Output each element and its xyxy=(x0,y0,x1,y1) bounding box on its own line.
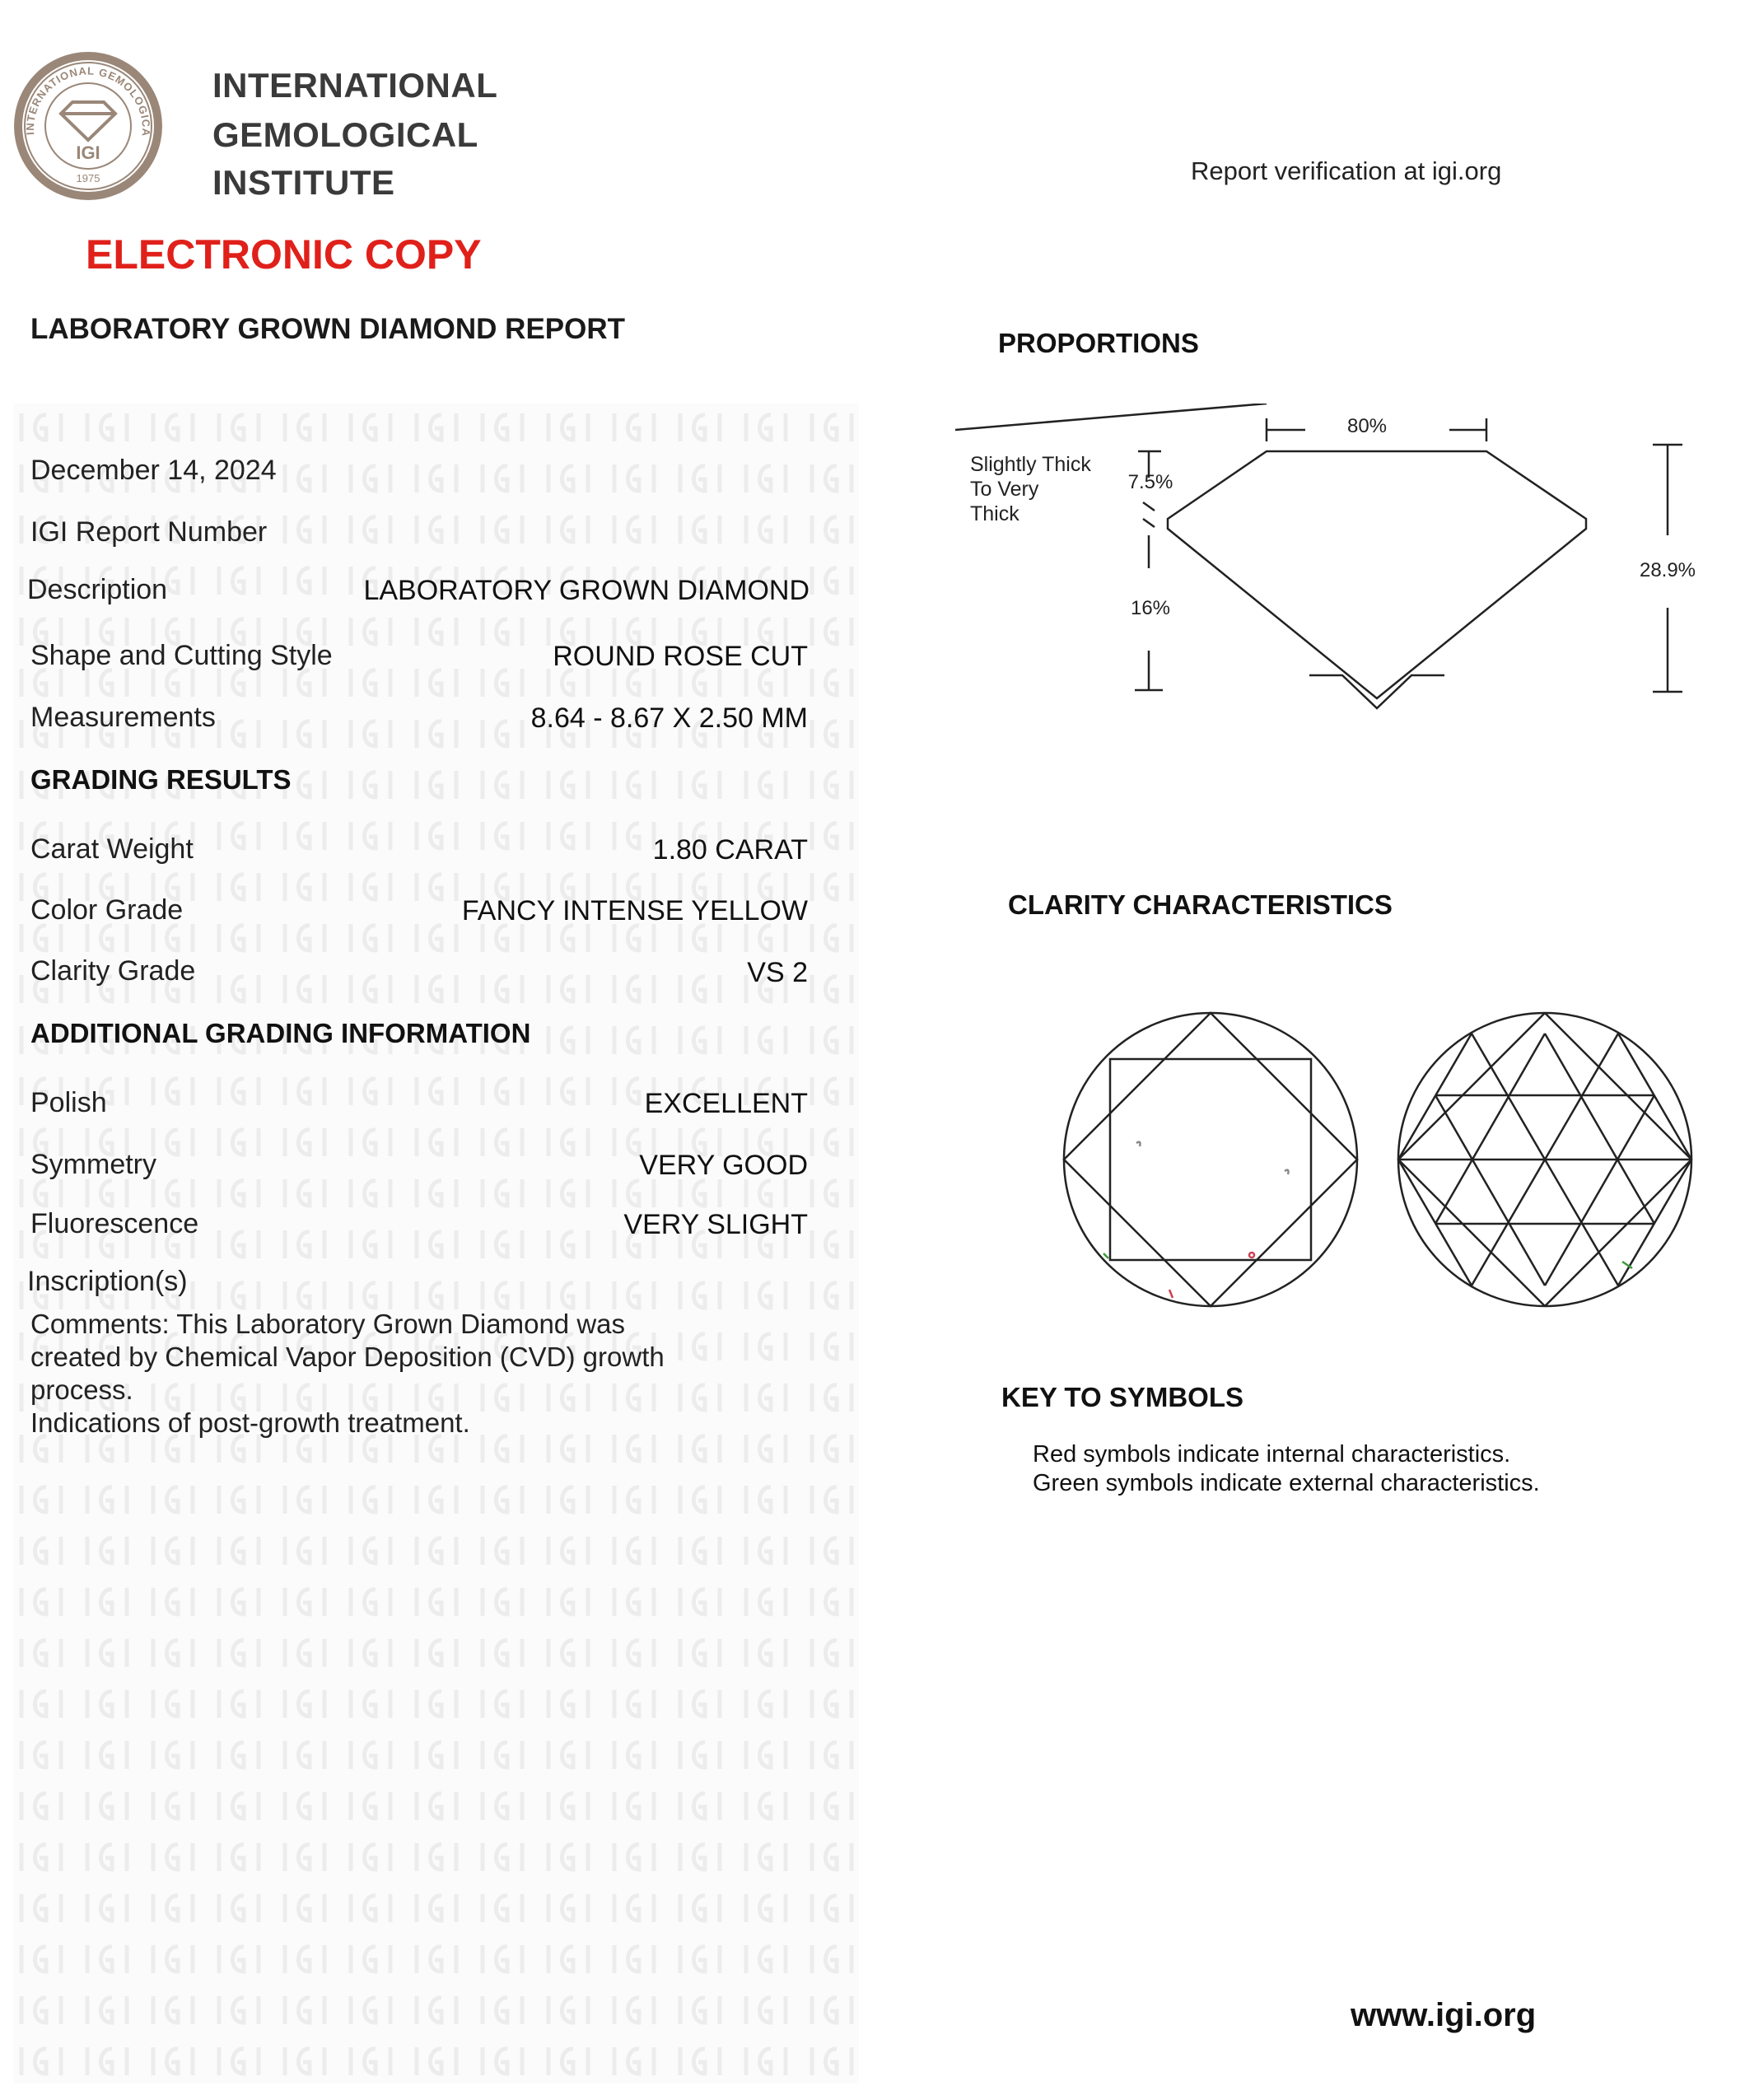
total-depth-percent: 28.9% xyxy=(1639,559,1696,581)
internal-symbol-mark xyxy=(1249,1253,1254,1258)
symmetry-label: Symmetry xyxy=(30,1149,156,1180)
seal-monogram: IGI xyxy=(76,142,100,163)
description-label: Description xyxy=(27,574,168,605)
inclusion-mark xyxy=(1136,1142,1141,1146)
external-symbol-mark xyxy=(1103,1253,1108,1258)
measurements-label: Measurements xyxy=(30,702,216,733)
measurements-value: 8.64 - 8.67 X 2.50 MM xyxy=(530,702,808,734)
report-date: December 14, 2024 xyxy=(30,455,277,486)
shape-value: ROUND ROSE CUT xyxy=(553,641,808,672)
seal-ring-text: INTERNATIONAL GEMOLOGICA xyxy=(23,64,153,138)
symmetry-value: VERY GOOD xyxy=(639,1150,808,1181)
polish-label: Polish xyxy=(30,1087,107,1118)
carat-value: 1.80 CARAT xyxy=(652,834,808,866)
org-name-line3: INSTITUTE xyxy=(212,163,395,202)
comments-line: Comments: This Laboratory Grown Diamond was xyxy=(30,1309,626,1339)
comments-block xyxy=(30,1308,821,1440)
carat-label: Carat Weight xyxy=(30,833,194,865)
girdle-text-line1: Slightly Thick xyxy=(970,453,1091,476)
crown-percent: 7.5% xyxy=(1127,471,1173,493)
fluorescence-value: VERY SLIGHT xyxy=(623,1209,808,1240)
key-line-external: Green symbols indicate external characteristics. xyxy=(1033,1470,1540,1496)
report-number-label: IGI Report Number xyxy=(30,516,268,548)
color-grade-label: Color Grade xyxy=(30,894,184,926)
inscription-label: Inscription(s) xyxy=(27,1266,188,1297)
electronic-copy-label: ELECTRONIC COPY xyxy=(86,231,482,278)
comments-line: created by Chemical Vapor Deposition (CVD) growth xyxy=(30,1342,665,1372)
clarity-heading: CLARITY CHARACTERISTICS xyxy=(1008,889,1393,920)
comments-line: process. xyxy=(30,1374,133,1405)
shape-label: Shape and Cutting Style xyxy=(30,640,333,671)
comments-line: Indications of post-growth treatment. xyxy=(30,1407,470,1438)
table-percent: 80% xyxy=(1346,415,1388,437)
inclusion-mark xyxy=(1285,1170,1289,1174)
grading-results-heading: GRADING RESULTS xyxy=(30,764,292,795)
clarity-grade-value: VS 2 xyxy=(747,957,808,988)
internal-symbol-mark xyxy=(1169,1290,1173,1298)
org-name-line1: INTERNATIONAL xyxy=(212,66,498,105)
key-heading: KEY TO SYMBOLS xyxy=(1001,1382,1244,1412)
clarity-plot-diagram xyxy=(1054,1005,1713,1318)
additional-info-heading: ADDITIONAL GRADING INFORMATION xyxy=(30,1018,531,1048)
igi-seal-logo xyxy=(10,48,166,204)
proportions-heading: PROPORTIONS xyxy=(998,328,1199,358)
report-title: LABORATORY GROWN DIAMOND REPORT xyxy=(30,313,626,345)
color-grade-value: FANCY INTENSE YELLOW xyxy=(461,895,808,926)
org-name-line2: GEMOLOGICAL xyxy=(212,115,478,154)
girdle-text-line3: Thick xyxy=(970,502,1019,525)
verification-text: Report verification at igi.org xyxy=(1191,156,1502,185)
proportions-diagram xyxy=(955,404,1713,716)
pavilion-percent: 16% xyxy=(1130,597,1171,619)
description-value: LABORATORY GROWN DIAMOND xyxy=(363,575,810,606)
fluorescence-label: Fluorescence xyxy=(30,1208,199,1239)
website-link[interactable]: www.igi.org xyxy=(1351,1997,1537,2033)
girdle-text-line2: To Very xyxy=(970,478,1039,501)
clarity-grade-label: Clarity Grade xyxy=(30,955,196,987)
polish-value: EXCELLENT xyxy=(644,1088,808,1119)
seal-year: 1975 xyxy=(76,172,100,184)
key-line-internal: Red symbols indicate internal characteristics. xyxy=(1033,1441,1511,1468)
